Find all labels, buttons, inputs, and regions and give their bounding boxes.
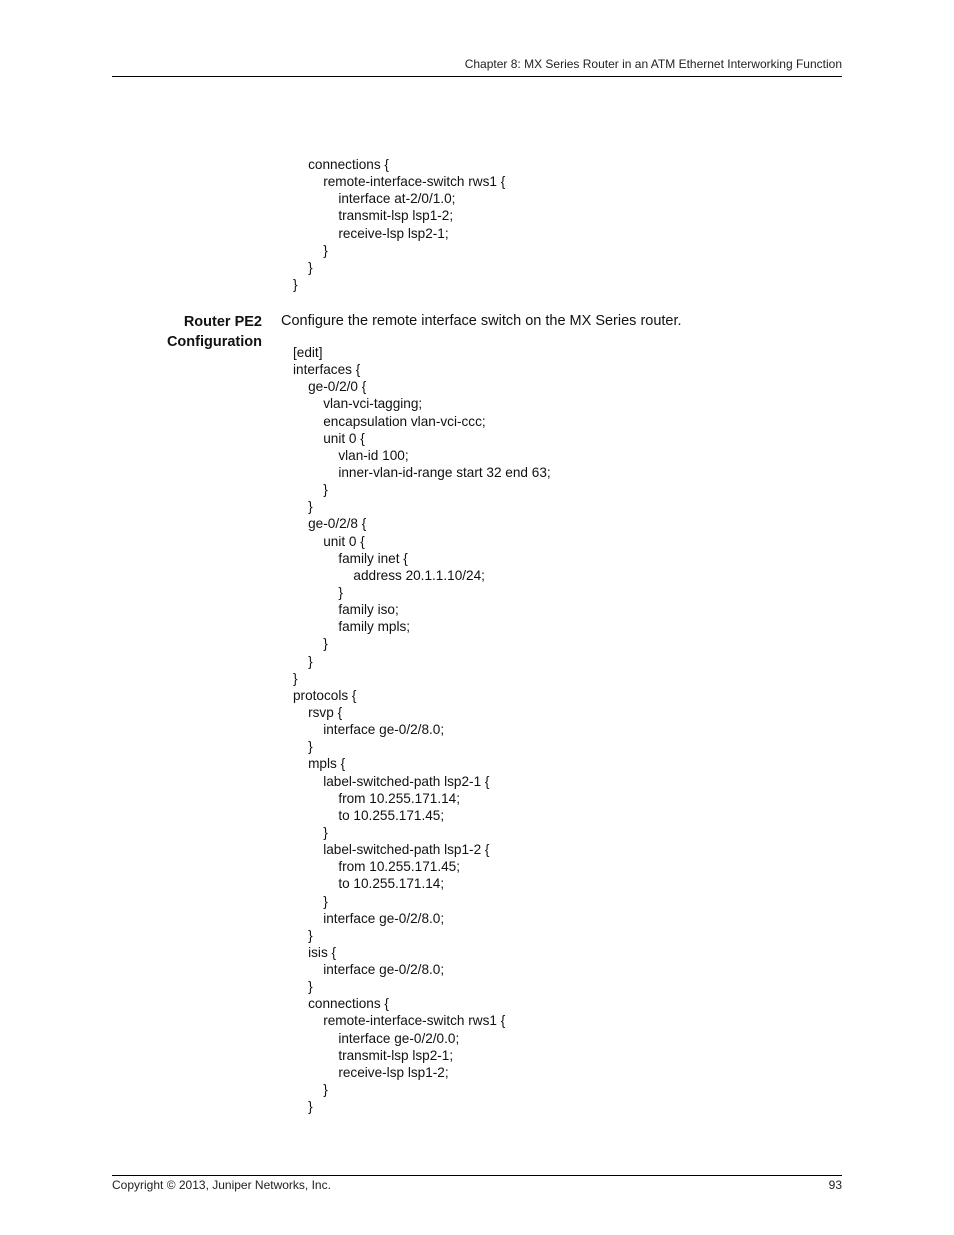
section-intro: Configure the remote interface switch on the MX Series router. [281, 313, 682, 329]
code-line: label-switched-path lsp1-2 { [293, 842, 490, 858]
footer-divider [112, 1175, 842, 1176]
section-heading-line2: Configuration [166, 334, 262, 350]
code-line: rsvp { [293, 704, 343, 720]
code-line: receive-lsp lsp2-1; [293, 225, 449, 241]
code-line: connections { [293, 996, 389, 1012]
code-line: family iso; [293, 602, 399, 618]
code-line: remote-interface-switch rws1 { [293, 1013, 506, 1029]
code-line: } [293, 482, 328, 498]
code-line: } [293, 927, 313, 943]
code-line: } [293, 1099, 313, 1115]
code-line: encapsulation vlan-vci-ccc; [293, 413, 486, 429]
code-block-main [293, 344, 551, 1115]
code-line: } [293, 636, 328, 652]
code-line: mpls { [293, 756, 346, 772]
code-line: } [293, 276, 298, 292]
code-line: interfaces { [293, 362, 361, 378]
code-line: label-switched-path lsp2-1 { [293, 773, 490, 789]
code-block-top [293, 156, 505, 293]
code-line: } [293, 584, 343, 600]
code-line: } [293, 739, 313, 755]
page-number: 93 [828, 1178, 842, 1192]
code-line: address 20.1.1.10/24; [293, 567, 485, 583]
code-line: to 10.255.171.14; [293, 876, 445, 892]
code-line: protocols { [293, 687, 357, 703]
code-line: receive-lsp lsp1-2; [293, 1064, 449, 1080]
code-line: transmit-lsp lsp2-1; [293, 1047, 454, 1063]
code-line: interface ge-0/2/8.0; [293, 722, 445, 738]
code-line: transmit-lsp lsp1-2; [293, 208, 454, 224]
code-line: connections { [293, 157, 389, 172]
code-line: vlan-vci-tagging; [293, 396, 423, 412]
section-heading-line1: Router PE2 [183, 314, 262, 330]
code-line: } [293, 670, 298, 686]
code-line: remote-interface-switch rws1 { [293, 174, 506, 190]
code-line: interface ge-0/2/8.0; [293, 910, 445, 926]
code-line: } [293, 242, 328, 258]
code-line: } [293, 259, 313, 275]
code-line: ge-0/2/0 { [293, 379, 367, 395]
code-line: isis { [293, 944, 337, 960]
chapter-header: Chapter 8: MX Series Router in an ATM Ethernet Interworking Function [464, 57, 842, 71]
code-line: } [293, 893, 328, 909]
code-line: } [293, 653, 313, 669]
section-heading [140, 312, 262, 352]
code-line: family mpls; [293, 619, 411, 635]
code-line: } [293, 499, 313, 515]
code-line: to 10.255.171.45; [293, 807, 445, 823]
code-line: family inet { [293, 550, 408, 566]
copyright-text: Copyright © 2013, Juniper Networks, Inc. [112, 1178, 331, 1192]
code-line: unit 0 { [293, 533, 365, 549]
code-line: } [293, 824, 328, 840]
code-line: } [293, 979, 313, 995]
header-divider [112, 76, 842, 77]
code-line: unit 0 { [293, 430, 365, 446]
code-line: from 10.255.171.14; [293, 790, 460, 806]
code-line: } [293, 1082, 328, 1098]
code-line: interface ge-0/2/8.0; [293, 962, 445, 978]
code-line: vlan-id 100; [293, 447, 409, 463]
code-line: interface ge-0/2/0.0; [293, 1030, 460, 1046]
code-line: inner-vlan-id-range start 32 end 63; [293, 464, 551, 480]
code-line: from 10.255.171.45; [293, 859, 460, 875]
code-line: ge-0/2/8 { [293, 516, 367, 532]
code-line: [edit] [293, 345, 323, 360]
code-line: interface at-2/0/1.0; [293, 191, 456, 207]
